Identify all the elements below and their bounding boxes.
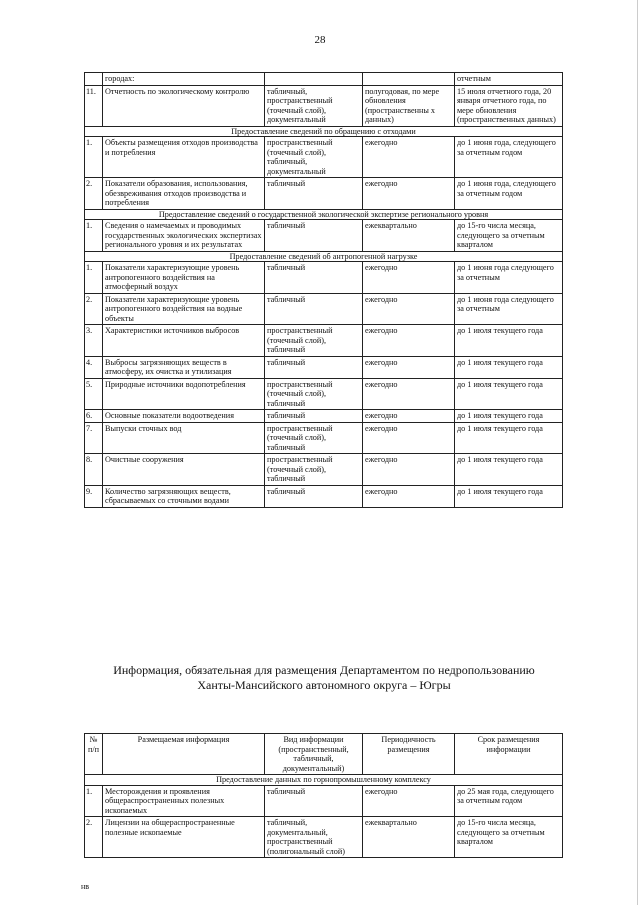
table-row	[85, 378, 563, 410]
table-row	[85, 817, 563, 858]
cell-num: 1.	[85, 137, 103, 178]
cell-term: до 1 июня года следующего за отчетным	[455, 262, 563, 294]
cell-info: Показатели характеризующие уровень антропогенного воздействия на водные объекты	[103, 293, 265, 325]
cell-num: 1.	[85, 785, 103, 817]
section-title: Предоставление сведений по обращению с отходами	[85, 126, 563, 137]
cell-term: до 1 июня года, следующего за отчетным годом	[455, 137, 563, 178]
section-heading-line2: Ханты-Мансийского автономного округа – Югры	[197, 678, 451, 692]
cell-term: до 1 июля текущего года	[455, 454, 563, 486]
table-row	[85, 454, 563, 486]
cell-kind: табличный	[265, 178, 363, 210]
scan-edge-line	[637, 0, 638, 905]
data-table-subsoil	[84, 733, 563, 858]
cell-kind: табличный	[265, 410, 363, 423]
cell-period: ежегодно	[363, 410, 455, 423]
cell-term: до 1 июня года, следующего за отчетным годом	[455, 178, 563, 210]
cell-kind: табличный	[265, 220, 363, 252]
header-period: Периодичность размещения	[363, 734, 455, 775]
section-title: Предоставление данных по горнопромышленному комплексу	[85, 775, 563, 786]
section-title: Предоставление сведений об антропогенной нагрузке	[85, 251, 563, 262]
cell-kind: табличный	[265, 785, 363, 817]
cell-num: 9.	[85, 485, 103, 507]
section-heading	[64, 663, 584, 693]
cell-num: 1.	[85, 220, 103, 252]
table-row	[85, 137, 563, 178]
cell-info: Природные источники водопотребления	[103, 378, 265, 410]
cell-period: ежегодно	[363, 785, 455, 817]
table-row	[85, 73, 563, 86]
cell-num	[85, 73, 103, 86]
cell-term: отчетным	[455, 73, 563, 86]
cell-kind	[265, 73, 363, 86]
cell-period: ежегодно	[363, 378, 455, 410]
cell-term: до 25 мая года, следующего за отчетным годом	[455, 785, 563, 817]
cell-period: ежегодно	[363, 454, 455, 486]
cell-period: ежегодно	[363, 422, 455, 454]
section-title: Предоставление сведений о государственной экологической экспертизе регионального уровня	[85, 209, 563, 220]
cell-kind: пространственный (точечный слой), табличный	[265, 378, 363, 410]
cell-term: до 15-го числа месяца, следующего за отчетным кварталом	[455, 220, 563, 252]
page-number: 28	[314, 34, 326, 46]
cell-term: до 1 июля текущего года	[455, 378, 563, 410]
cell-kind: пространственный (точечный слой), табличный, документальный	[265, 137, 363, 178]
cell-num: 2.	[85, 178, 103, 210]
header-info: Размещаемая информация	[103, 734, 265, 775]
table-row	[85, 422, 563, 454]
cell-kind: пространственный (точечный слой), табличный	[265, 422, 363, 454]
cell-num: 2.	[85, 817, 103, 858]
cell-info: Показатели образования, использования, обезвреживания отходов производства и потребления	[103, 178, 265, 210]
cell-kind: табличный, документальный, пространственный (полигональный слой)	[265, 817, 363, 858]
header-term: Срок размещения информации	[455, 734, 563, 775]
cell-num: 4.	[85, 356, 103, 378]
cell-period: ежегодно	[363, 325, 455, 357]
cell-num: 11.	[85, 85, 103, 126]
table-row	[85, 485, 563, 507]
cell-num: 3.	[85, 325, 103, 357]
table-row	[85, 356, 563, 378]
section-row	[85, 209, 563, 220]
cell-kind: табличный, пространственный (точечный слой), документальный	[265, 85, 363, 126]
table-row	[85, 178, 563, 210]
cell-info: Показатели характеризующие уровень антропогенного воздействия на атмосферный воздух	[103, 262, 265, 294]
table-row	[85, 262, 563, 294]
data-table-environment	[84, 72, 563, 508]
cell-num: 1.	[85, 262, 103, 294]
cell-term: до 1 июня года следующего за отчетным	[455, 293, 563, 325]
footer-mark: нв	[81, 882, 90, 891]
cell-kind: табличный	[265, 293, 363, 325]
cell-num: 6.	[85, 410, 103, 423]
cell-term: до 1 июля текущего года	[455, 325, 563, 357]
cell-info: Выпуски сточных вод	[103, 422, 265, 454]
cell-num: 5.	[85, 378, 103, 410]
cell-info: Выбросы загрязняющих веществ в атмосферу, их очистка и утилизация	[103, 356, 265, 378]
cell-period: ежеквартально	[363, 220, 455, 252]
cell-period: ежеквартально	[363, 817, 455, 858]
cell-num: 7.	[85, 422, 103, 454]
cell-period: ежегодно	[363, 178, 455, 210]
cell-term: 15 июля отчетного года, 20 января отчетного года, по мере обновления (пространственных данных)	[455, 85, 563, 126]
cell-period: ежегодно	[363, 485, 455, 507]
cell-num: 8.	[85, 454, 103, 486]
header-num: № п/п	[85, 734, 103, 775]
table-header-row	[85, 734, 563, 775]
cell-info: Очистные сооружения	[103, 454, 265, 486]
cell-period: ежегодно	[363, 293, 455, 325]
cell-period: ежегодно	[363, 137, 455, 178]
cell-period: ежегодно	[363, 356, 455, 378]
table-row	[85, 85, 563, 126]
cell-period: ежегодно	[363, 262, 455, 294]
cell-kind: табличный	[265, 485, 363, 507]
cell-info: Количество загрязняющих веществ, сбрасываемых со сточными водами	[103, 485, 265, 507]
cell-info: Отчетность по экологическому контролю	[103, 85, 265, 126]
cell-term: до 15-го числа месяца, следующего за отчетным кварталом	[455, 817, 563, 858]
header-kind: Вид информации (пространственный, табличный, документальный)	[265, 734, 363, 775]
table-row	[85, 325, 563, 357]
cell-info: Сведения о намечаемых и проводимых государственных экологических экспертизах регионального уровня и их результатах	[103, 220, 265, 252]
cell-info: Объекты размещения отходов производства и потребления	[103, 137, 265, 178]
table-row	[85, 220, 563, 252]
cell-info: Лицензии на общераспространенные полезные ископаемые	[103, 817, 265, 858]
cell-info: Характеристики источников выбросов	[103, 325, 265, 357]
cell-term: до 1 июля текущего года	[455, 485, 563, 507]
cell-kind: табличный	[265, 262, 363, 294]
section-row	[85, 126, 563, 137]
cell-term: до 1 июля текущего года	[455, 356, 563, 378]
table-row	[85, 410, 563, 423]
cell-kind: пространственный (точечный слой), табличный	[265, 454, 363, 486]
table-row	[85, 293, 563, 325]
section-heading-line1: Информация, обязательная для размещения Департаментом по недропользованию	[113, 663, 535, 677]
cell-info: Основные показатели водоотведения	[103, 410, 265, 423]
section-row	[85, 775, 563, 786]
cell-term: до 1 июля текущего года	[455, 422, 563, 454]
section-row	[85, 251, 563, 262]
cell-period	[363, 73, 455, 86]
cell-info: городах:	[103, 73, 265, 86]
cell-term: до 1 июля текущего года	[455, 410, 563, 423]
cell-kind: табличный	[265, 356, 363, 378]
table-row	[85, 785, 563, 817]
cell-num: 2.	[85, 293, 103, 325]
cell-info: Месторождения и проявления общераспространенных полезных ископаемых	[103, 785, 265, 817]
cell-period: полугодовая, по мере обновления (пространственны х данных)	[363, 85, 455, 126]
cell-kind: пространственный (точечный слой), табличный	[265, 325, 363, 357]
